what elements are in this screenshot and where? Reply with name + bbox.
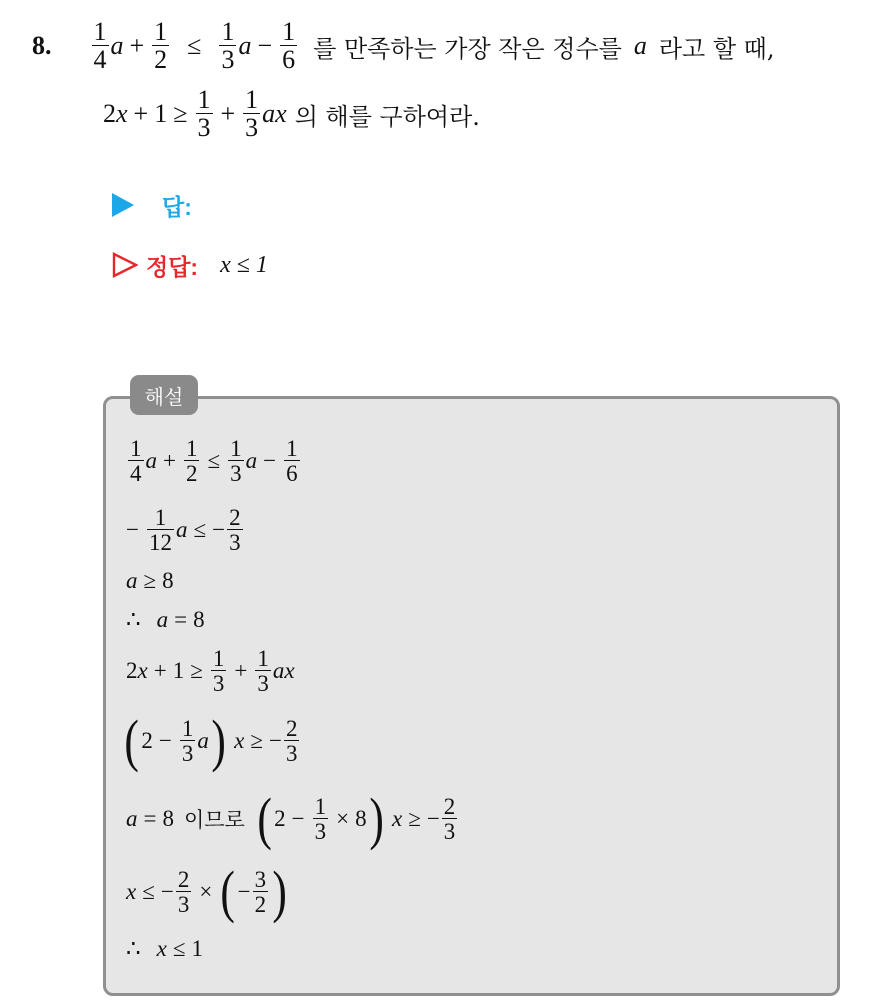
correct-answer-row	[112, 250, 268, 280]
solution-tab: 해설	[130, 375, 198, 415]
answer-label: 답:	[162, 193, 192, 220]
target-inequality: 2 x + 1 ≥ $\frac{1}{3}$ + $\frac{1}{3}$ ax	[103, 85, 287, 142]
inequality-condition: $\frac{1}{4}$ a + $\frac{1}{2}$ ≤ $\frac{1}{3}$ a − $\frac{1}{6}$	[93, 17, 296, 74]
solution-step-6: ( 2 − $\frac{1}{3}$ a ) x ≥ − $\frac{2}{3}$	[124, 708, 298, 773]
solution-mid-text: 이므로	[183, 808, 245, 832]
solution-step-3: a ≥ 8	[126, 568, 174, 593]
problem-text-2: 라고 할 때,	[658, 34, 775, 63]
problem-text-3: 의 해를 구하여라.	[294, 102, 480, 131]
solution-step-4: ∴ a = 8	[126, 607, 205, 632]
problem-line-2	[103, 82, 480, 146]
solution-step-9: ∴ x ≤ 1	[126, 936, 203, 961]
correct-answer-label: 정답:	[146, 253, 199, 280]
problem-number: 8.	[32, 31, 52, 60]
problem-text-1: 를 만족하는 가장 작은 정수를	[313, 34, 622, 63]
solution-step-2: − $\frac{1}{12}$ a ≤ − $\frac{2}{3}$	[126, 505, 241, 555]
answer-row	[112, 190, 192, 220]
solution-step-7: a = 8 이므로 ( 2 − $\frac{1}{3}$ × 8 ) x ≥ − $\frac{2}{3}$	[126, 786, 456, 851]
outline-triangle-icon	[112, 252, 138, 278]
solution-step-5: 2 x + 1 ≥ $\frac{1}{3}$ + $\frac{1}{3}$ ax	[126, 646, 295, 696]
problem-line-1	[32, 14, 774, 78]
play-icon	[112, 193, 134, 217]
correct-answer-value: x ≤ 1	[220, 251, 268, 278]
solution-step-1: $\frac{1}{4}$ a + $\frac{1}{2}$ ≤ $\frac{1}{3}$ a − $\frac{1}{6}$	[130, 436, 298, 486]
solution-step-8: x ≤ − $\frac{2}{3}$ × ( − $\frac{3}{2}$ )	[126, 859, 288, 924]
variable-a: a	[633, 31, 647, 60]
